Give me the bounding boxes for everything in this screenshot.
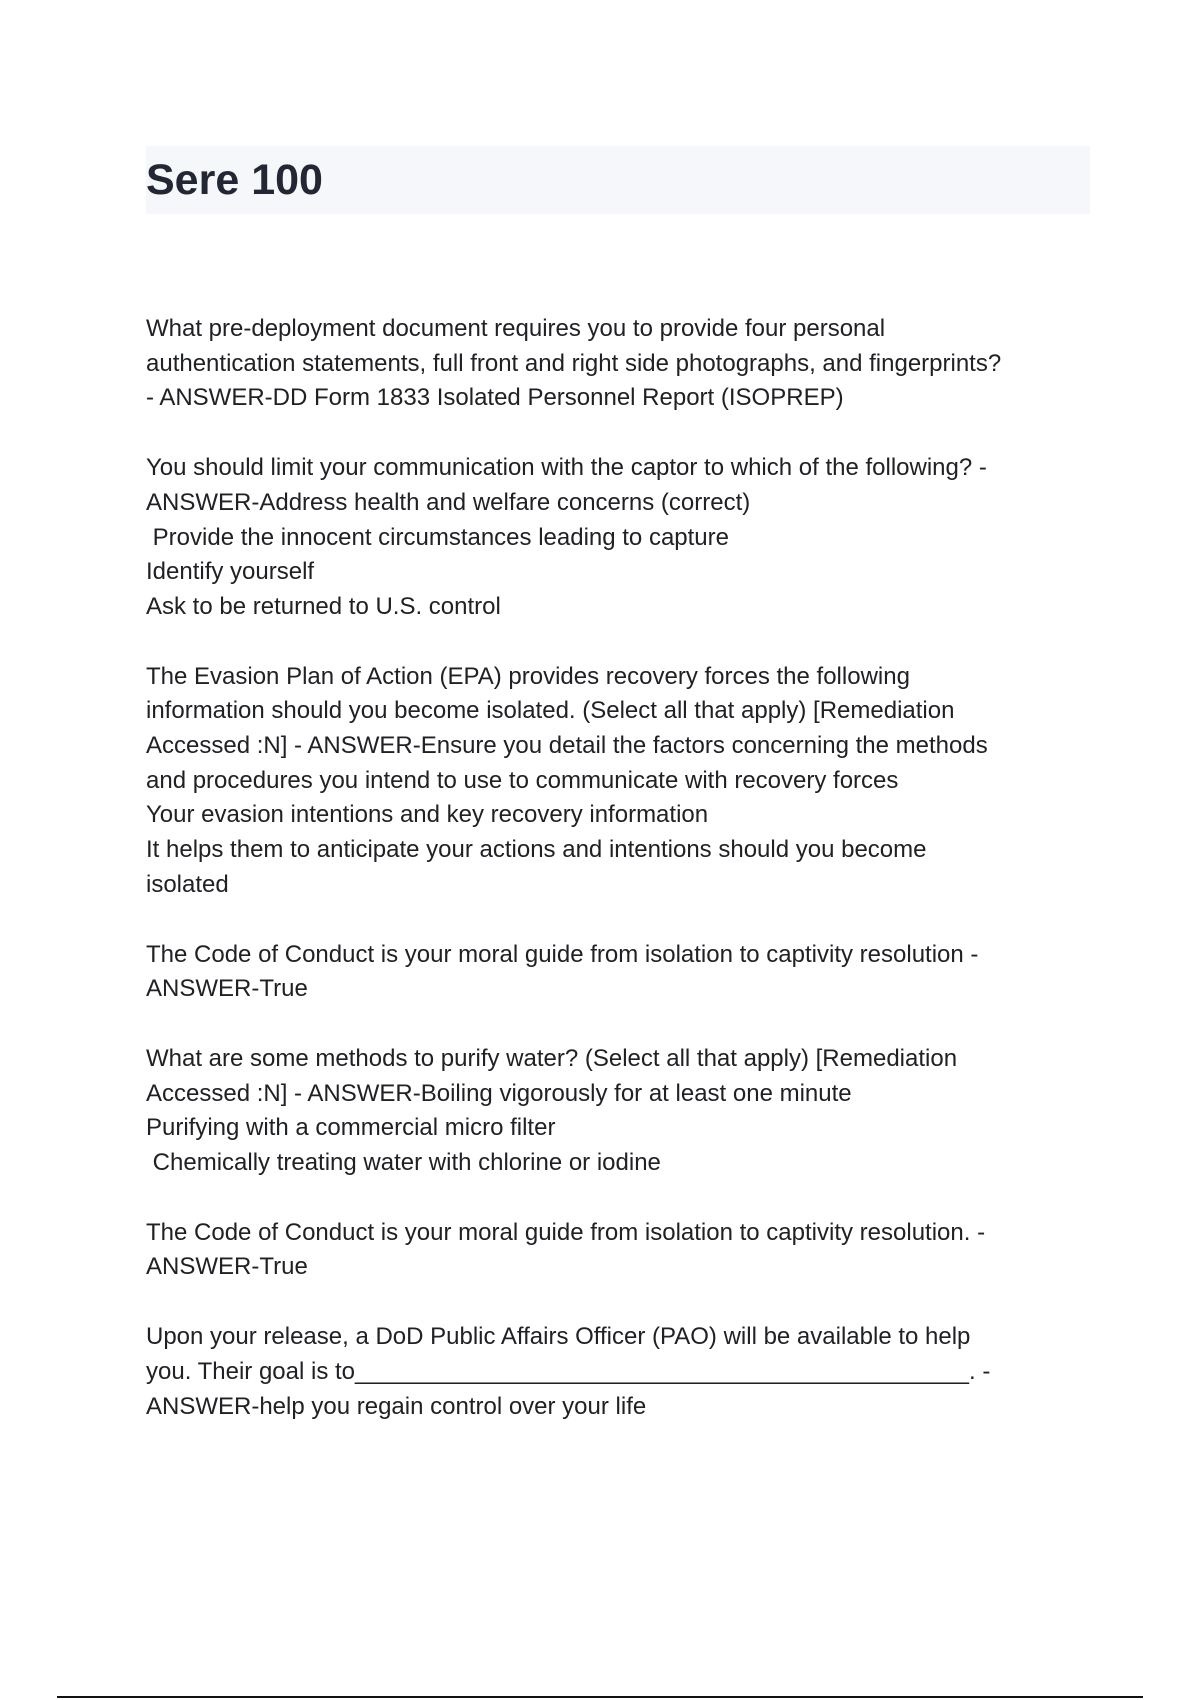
qa-line: ANSWER-True — [146, 1253, 308, 1281]
qa-line: The Evasion Plan of Action (EPA) provides recovery forces the following — [146, 662, 910, 690]
qa-line: and procedures you intend to use to communicate with recovery forces — [146, 766, 899, 794]
qa-line: Upon your release, a DoD Public Affairs Officer (PAO) will be available to help — [146, 1323, 971, 1351]
qa-line: It helps them to anticipate your actions and intentions should you become — [146, 836, 927, 864]
qa-line: information should you become isolated. (Select all that apply) [Remediation — [146, 697, 955, 725]
title-banner — [146, 146, 1090, 214]
qa-item — [146, 451, 1106, 625]
qa-item — [146, 1216, 1106, 1285]
qa-line: The Code of Conduct is your moral guide from isolation to captivity resolution. - — [146, 1218, 986, 1246]
qa-line: ANSWER-help you regain control over your life — [146, 1392, 647, 1420]
qa-item — [146, 312, 1106, 416]
qa-line: Accessed :N] - ANSWER-Ensure you detail the factors concerning the methods — [146, 732, 988, 760]
qa-line: Ask to be returned to U.S. control — [146, 592, 501, 620]
qa-line: Purifying with a commercial micro filter — [146, 1114, 556, 1142]
qa-line: The Code of Conduct is your moral guide from isolation to captivity resolution - — [146, 940, 979, 968]
qa-list — [146, 312, 1106, 1459]
qa-line: Accessed :N] - ANSWER-Boiling vigorously for at least one minute — [146, 1079, 852, 1107]
qa-item — [146, 938, 1106, 1007]
qa-line: Identify yourself — [146, 558, 315, 586]
qa-line: Chemically treating water with chlorine or iodine — [146, 1149, 661, 1177]
page-bottom-rule — [57, 1696, 1143, 1698]
page-title: Sere 100 — [146, 156, 323, 204]
qa-line: You should limit your communication with the captor to which of the following? - — [146, 454, 987, 482]
qa-line: What pre-deployment document requires you to provide four personal — [146, 315, 886, 342]
qa-item — [146, 1320, 1106, 1424]
qa-line: Provide the innocent circumstances leading to capture — [146, 523, 729, 551]
qa-line: Your evasion intentions and key recovery information — [146, 801, 709, 829]
qa-line: you. Their goal is to______________________________________________. - — [146, 1357, 991, 1385]
qa-line: ANSWER-True — [146, 975, 308, 1003]
qa-line: ANSWER-Address health and welfare concerns (correct) — [146, 488, 751, 516]
qa-line: authentication statements, full front and right side photographs, and fingerprints? — [146, 349, 1002, 377]
qa-line: - ANSWER-DD Form 1833 Isolated Personnel Report (ISOPREP) — [146, 384, 844, 412]
qa-line: isolated — [146, 870, 229, 898]
qa-item — [146, 660, 1106, 903]
qa-item — [146, 1042, 1106, 1181]
qa-line: What are some methods to purify water? (Select all that apply) [Remediation — [146, 1044, 958, 1072]
